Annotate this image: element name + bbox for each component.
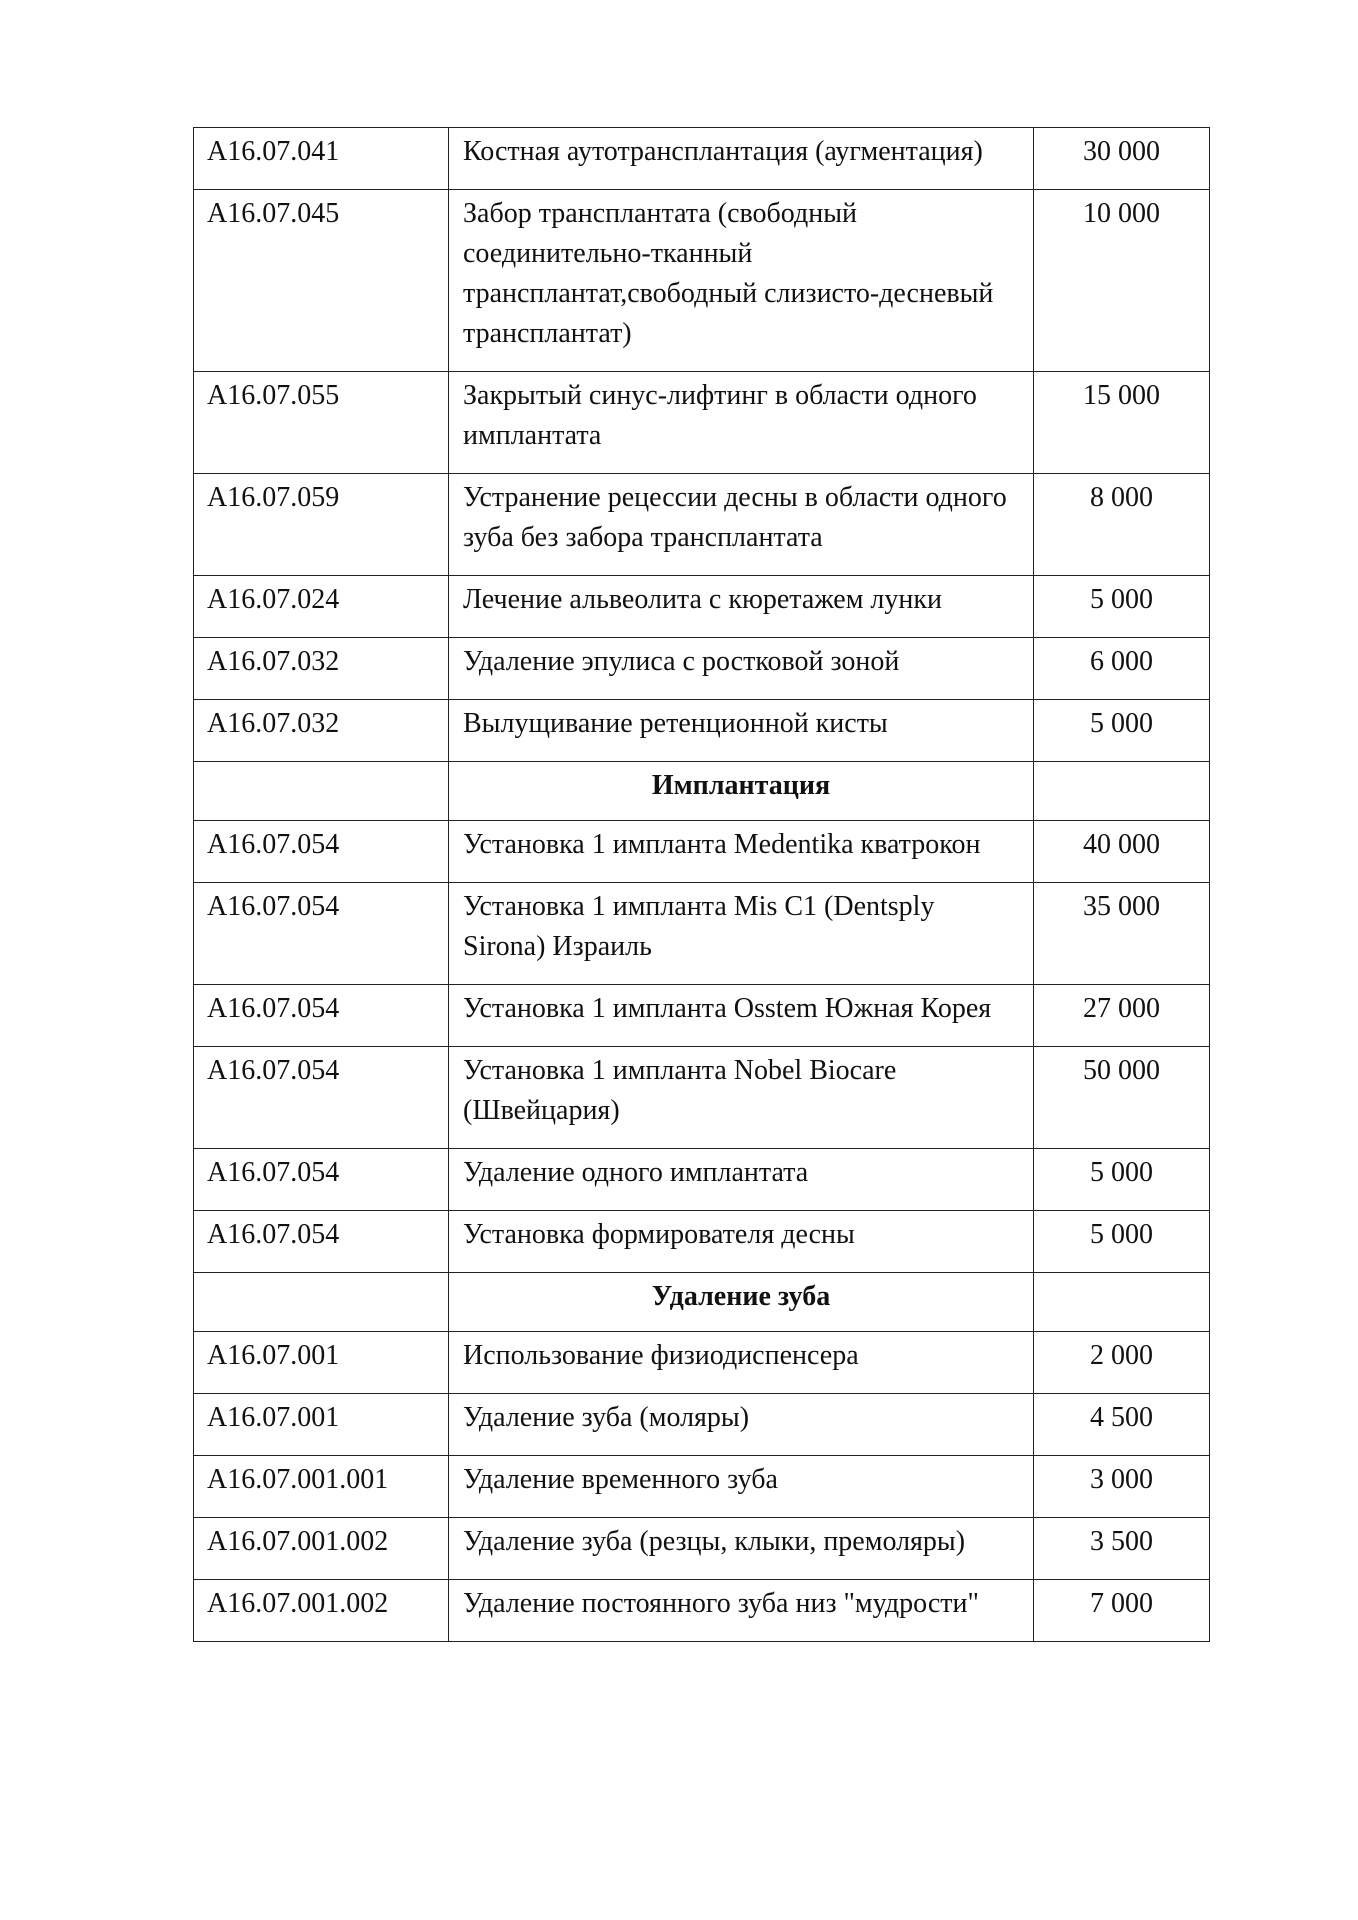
table-row — [194, 1394, 1210, 1456]
service-price: 27 000 — [1034, 985, 1210, 1047]
service-code: А16.07.001.002 — [194, 1580, 449, 1642]
table-row — [194, 821, 1210, 883]
section-title: Удаление зуба — [449, 1273, 1034, 1332]
table-row — [194, 700, 1210, 762]
service-code: А16.07.054 — [194, 1149, 449, 1211]
service-name: Удаление зуба (резцы, клыки, премоляры) — [449, 1518, 1034, 1580]
service-price: 5 000 — [1034, 700, 1210, 762]
table-row — [194, 474, 1210, 576]
table-row — [194, 576, 1210, 638]
section-header-row — [194, 1273, 1210, 1332]
table-row — [194, 1149, 1210, 1211]
service-price: 3 500 — [1034, 1518, 1210, 1580]
service-price: 8 000 — [1034, 474, 1210, 576]
service-code: А16.07.041 — [194, 128, 449, 190]
service-code: А16.07.001.001 — [194, 1456, 449, 1518]
section-header-row — [194, 762, 1210, 821]
service-name: Удаление зуба (моляры) — [449, 1394, 1034, 1456]
table-row — [194, 1047, 1210, 1149]
service-price: 2 000 — [1034, 1332, 1210, 1394]
table-row — [194, 1580, 1210, 1642]
service-name: Использование физиодиспенсера — [449, 1332, 1034, 1394]
table-row — [194, 1211, 1210, 1273]
service-code: А16.07.054 — [194, 821, 449, 883]
table-row — [194, 128, 1210, 190]
table-row — [194, 883, 1210, 985]
service-price: 50 000 — [1034, 1047, 1210, 1149]
table-row — [194, 1456, 1210, 1518]
service-price: 35 000 — [1034, 883, 1210, 985]
service-name: Установка 1 импланта Medentika кватрокон — [449, 821, 1034, 883]
section-title: Имплантация — [449, 762, 1034, 821]
service-name: Удаление постоянного зуба низ "мудрости" — [449, 1580, 1034, 1642]
service-code: А16.07.001 — [194, 1332, 449, 1394]
service-code: А16.07.054 — [194, 1211, 449, 1273]
service-code: А16.07.024 — [194, 576, 449, 638]
service-name: Удаление эпулиса с ростковой зоной — [449, 638, 1034, 700]
service-name: Установка 1 импланта Osstem Южная Корея — [449, 985, 1034, 1047]
service-price: 5 000 — [1034, 576, 1210, 638]
table-row — [194, 1518, 1210, 1580]
table-row — [194, 638, 1210, 700]
empty-price-cell — [1034, 1273, 1210, 1332]
service-name: Удаление временного зуба — [449, 1456, 1034, 1518]
service-code: А16.07.032 — [194, 700, 449, 762]
service-code: А16.07.059 — [194, 474, 449, 576]
empty-code-cell — [194, 1273, 449, 1332]
service-price: 40 000 — [1034, 821, 1210, 883]
service-price: 6 000 — [1034, 638, 1210, 700]
service-name: Вылущивание ретенционной кисты — [449, 700, 1034, 762]
service-name: Забор трансплантата (свободный соединительно-тканный трансплантат,свободный слизисто-десневый трансплантат) — [449, 190, 1034, 372]
service-price: 4 500 — [1034, 1394, 1210, 1456]
empty-price-cell — [1034, 762, 1210, 821]
price-table — [193, 127, 1210, 1642]
service-name: Лечение альвеолита с кюретажем лунки — [449, 576, 1034, 638]
service-price: 10 000 — [1034, 190, 1210, 372]
service-price: 7 000 — [1034, 1580, 1210, 1642]
service-price: 15 000 — [1034, 372, 1210, 474]
service-code: А16.07.001.002 — [194, 1518, 449, 1580]
table-row — [194, 372, 1210, 474]
service-name: Закрытый синус-лифтинг в области одного имплантата — [449, 372, 1034, 474]
service-name: Установка формирователя десны — [449, 1211, 1034, 1273]
service-name: Установка 1 импланта Mis C1 (Dentsply Sirona) Израиль — [449, 883, 1034, 985]
empty-code-cell — [194, 762, 449, 821]
service-price: 3 000 — [1034, 1456, 1210, 1518]
service-price: 30 000 — [1034, 128, 1210, 190]
service-price: 5 000 — [1034, 1211, 1210, 1273]
price-table-body — [194, 128, 1210, 1642]
table-row — [194, 190, 1210, 372]
service-name: Установка 1 импланта Nobel Biocare (Швейцария) — [449, 1047, 1034, 1149]
service-code: А16.07.054 — [194, 985, 449, 1047]
service-code: А16.07.032 — [194, 638, 449, 700]
table-row — [194, 985, 1210, 1047]
service-code: А16.07.055 — [194, 372, 449, 474]
service-code: А16.07.001 — [194, 1394, 449, 1456]
service-name: Костная аутотрансплантация (аугментация) — [449, 128, 1034, 190]
service-code: А16.07.054 — [194, 883, 449, 985]
service-code: А16.07.054 — [194, 1047, 449, 1149]
table-row — [194, 1332, 1210, 1394]
service-name: Удаление одного имплантата — [449, 1149, 1034, 1211]
service-price: 5 000 — [1034, 1149, 1210, 1211]
service-code: А16.07.045 — [194, 190, 449, 372]
service-name: Устранение рецессии десны в области одного зуба без забора трансплантата — [449, 474, 1034, 576]
